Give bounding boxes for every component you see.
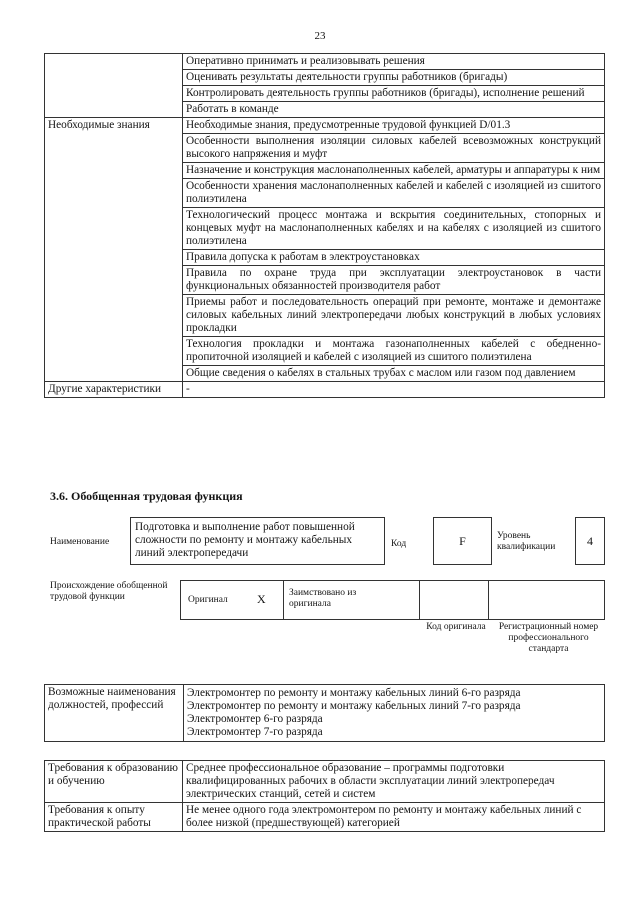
table-cell-label: Требования к опыту практической работы bbox=[45, 803, 183, 832]
original-mark: X bbox=[257, 592, 266, 606]
table-cell-text: - bbox=[183, 382, 605, 398]
table-cell-positions bbox=[184, 685, 605, 742]
list-item: Электромонтер по ремонту и монтажу кабельных линий 7-го разряда bbox=[187, 700, 521, 712]
table-cell-text: Технология прокладки и монтажа газонаполненных кабелей с обедненно-пропиточной изоляцией и кабелей с изоляцией из сшитого полиэтилена bbox=[183, 337, 605, 366]
table-cell-text: Приемы работ и последовательность операций при ремонте, монтаже и демонтаже силовых кабельных линий электропередачи любых конструкций в любых условиях прокладки bbox=[183, 295, 605, 337]
table-cell-text: Необходимые знания, предусмотренные трудовой функцией D/01.3 bbox=[183, 118, 605, 134]
name-label: Наименование bbox=[50, 537, 110, 547]
table-cell-text: Оценивать результаты деятельности группы работников (бригады) bbox=[183, 70, 605, 86]
table-row bbox=[45, 118, 605, 134]
origin-grid bbox=[180, 580, 605, 620]
original-label: Оригинал bbox=[188, 595, 228, 605]
table-cell-label: Другие характеристики bbox=[45, 382, 183, 398]
table-cell-label bbox=[45, 54, 183, 118]
origin-label: Происхождение обобщенной трудовой функции bbox=[50, 581, 168, 602]
registration-number-caption: Регистрационный номер профессионального стандарта bbox=[498, 622, 599, 654]
qualification-level-box: 4 bbox=[575, 517, 605, 565]
table-row bbox=[45, 803, 605, 832]
page-number: 23 bbox=[314, 30, 326, 42]
table-row bbox=[45, 54, 605, 70]
origin-divider bbox=[419, 581, 420, 619]
function-name-box: Подготовка и выполнение работ повышенной сложности по ремонту и монтажу кабельных линий электропередачи bbox=[130, 517, 385, 565]
table-cell-text: Технологический процесс монтажа и вскрытия соединительных, стопорных и концевых муфт на маслонаполненных кабелях и на кабелях с изоляцией из сшитого полиэтилена bbox=[183, 208, 605, 250]
table-row bbox=[45, 761, 605, 803]
table-row bbox=[45, 382, 605, 398]
table-cell-text: Не менее одного года электромонтером по ремонту и монтажу кабельных линий с более низкой (предшествующей) категорией bbox=[183, 803, 605, 832]
origin-divider bbox=[283, 581, 284, 619]
table-cell-label: Необходимые знания bbox=[45, 118, 183, 382]
knowledge-table bbox=[44, 53, 605, 398]
table-cell-text: Назначение и конструкция маслонаполненных кабелей, арматуры и аппаратуры к ним bbox=[183, 163, 605, 179]
function-code-box: F bbox=[433, 517, 492, 565]
list-item: Электромонтер по ремонту и монтажу кабельных линий 6-го разряда bbox=[187, 687, 521, 699]
list-item: Электромонтер 6-го разряда bbox=[187, 713, 323, 725]
table-row bbox=[45, 685, 605, 742]
table-cell-text: Особенности выполнения изоляции силовых кабелей всевозможных конструкций высокого напряжения и муфт bbox=[183, 134, 605, 163]
table-cell-label: Требования к образованию и обучению bbox=[45, 761, 183, 803]
code-label: Код bbox=[391, 539, 407, 549]
positions-table bbox=[44, 684, 605, 742]
table-cell-text: Правила по охране труда при эксплуатации электроустановок в части функциональных обязанностей производителя работ bbox=[183, 266, 605, 295]
table-cell-text: Оперативно принимать и реализовывать решения bbox=[183, 54, 605, 70]
level-label: Уровень квалификации bbox=[497, 531, 556, 552]
table-cell-text: Правила допуска к работам в электроустановках bbox=[183, 250, 605, 266]
table-cell-text: Особенности хранения маслонаполненных кабелей и кабелей с изоляцией из сшитого полиэтилена bbox=[183, 179, 605, 208]
table-cell-text: Работать в команде bbox=[183, 102, 605, 118]
code-original-caption: Код оригинала bbox=[426, 622, 486, 632]
table-cell-text: Среднее профессиональное образование – программы подготовки квалифицированных рабочих в области эксплуатации линий электропередач электрических станций, сетей и систем bbox=[183, 761, 605, 803]
borrowed-label: Заимствовано из оригинала bbox=[289, 588, 357, 609]
table-cell-text: Контролировать деятельность группы работников (бригады), исполнение решений bbox=[183, 86, 605, 102]
list-item: Электромонтер 7-го разряда bbox=[187, 726, 323, 738]
origin-divider bbox=[488, 581, 489, 619]
section-heading: 3.6. Обобщенная трудовая функция bbox=[50, 489, 243, 503]
table-cell-label: Возможные наименования должностей, профессий bbox=[45, 685, 184, 742]
requirements-table bbox=[44, 760, 605, 832]
table-cell-text: Общие сведения о кабелях в стальных трубах с маслом или газом под давлением bbox=[183, 366, 605, 382]
